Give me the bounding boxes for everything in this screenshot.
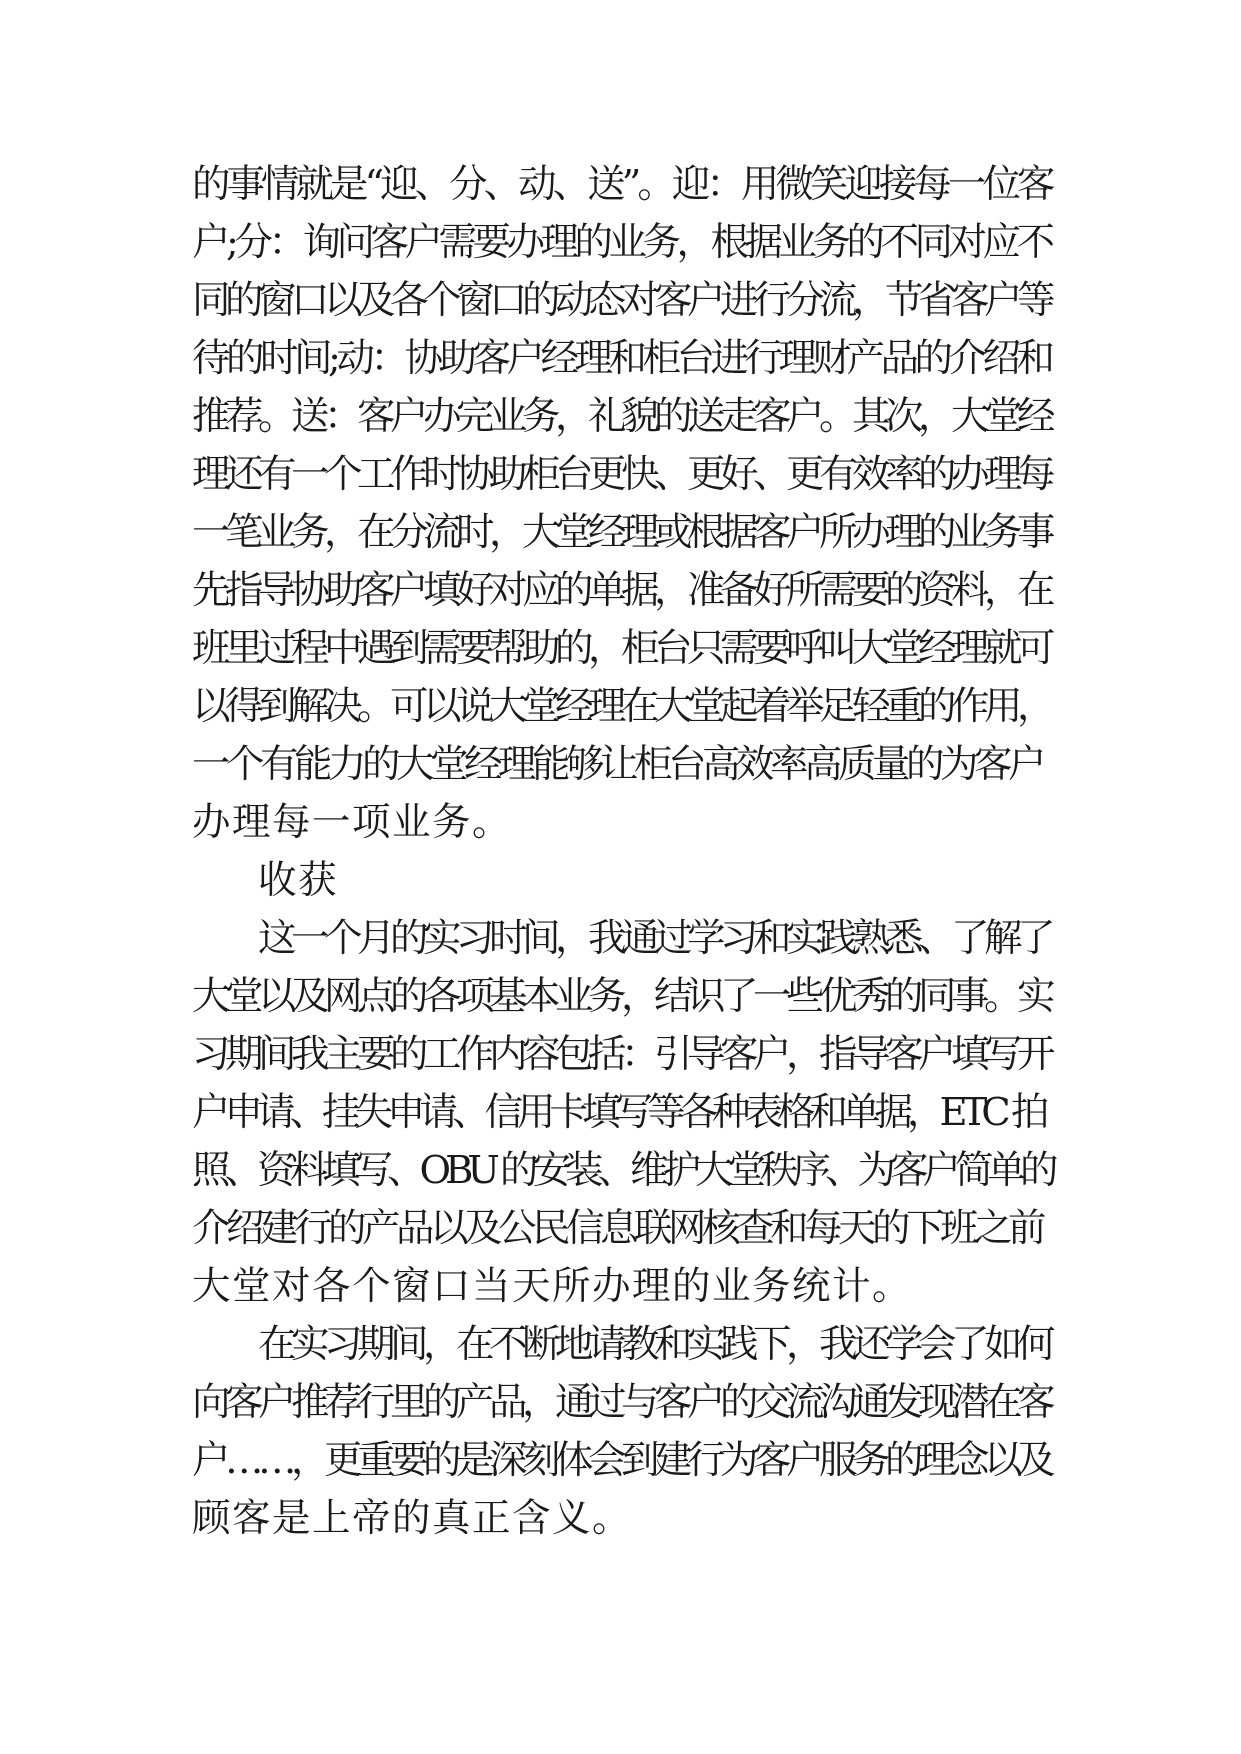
text-line: 在实习期间，在不断地请教和实践下，我还学会了如何 xyxy=(258,1322,1051,1367)
text-line: 习期间我主要的工作内容包括：引导客户，指导客户填写开 xyxy=(192,1032,1051,1077)
text-line: 向客户推荐行里的产品，通过与客户的交流沟通发现潜在客 xyxy=(192,1380,1051,1425)
text-line: 户;分：询问客户需要办理的业务，根据业务的不同对应不 xyxy=(192,220,1051,265)
text-line: 同的窗口以及各个窗口的动态对客户进行分流，节省客户等 xyxy=(192,278,1051,323)
text-line: 班里过程中遇到需要帮助的，柜台只需要呼叫大堂经理就可 xyxy=(192,626,1051,671)
text-line: 户……，更重要的是深刻体会到建行为客户服务的理念以及 xyxy=(192,1438,1051,1483)
text-line: 待的时间;动：协助客户经理和柜台进行理财产品的介绍和 xyxy=(192,336,1051,381)
text-line: 办理每一项业务。 xyxy=(192,800,513,845)
text-line: 大堂对各个窗口当天所办理的业务统计。 xyxy=(192,1264,913,1309)
text-line: 户申请、挂失申请、信用卡填写等各种表格和单据，ETC 拍 xyxy=(192,1090,1044,1135)
text-line: 这一个月的实习时间，我通过学习和实践熟悉、了解了 xyxy=(258,916,1051,961)
text-line: 一笔业务，在分流时，大堂经理或根据客户所办理的业务事 xyxy=(192,510,1051,555)
text-line: 先指导协助客户填好对应的单据，准备好所需要的资料，在 xyxy=(192,568,1051,613)
section-heading: 收获 xyxy=(258,858,339,903)
text-line: 照、资料填写、OBU 的安装、维护大堂秩序、为客户简单的 xyxy=(192,1148,1053,1193)
text-line: 大堂以及网点的各项基本业务，结识了一些优秀的同事。实 xyxy=(192,974,1051,1019)
text-line: 一个有能力的大堂经理能够让柜台高效率高质量的为客户 xyxy=(192,742,1043,787)
text-line: 理还有一个工作时协助柜台更快、更好、更有效率的办理每 xyxy=(192,452,1051,497)
text-line: 介绍建行的产品以及公民信息联网核查和每天的下班之前 xyxy=(192,1206,1043,1251)
text-line: 的事情就是“迎、分、动、送”。迎：用微笑迎接每一位客 xyxy=(192,162,1052,207)
text-line: 顾客是上帝的真正含义。 xyxy=(192,1496,633,1541)
text-line: 推荐。送：客户办完业务，礼貌的送走客户。其次，大堂经 xyxy=(192,394,1051,439)
text-line: 以得到解决。可以说大堂经理在大堂起着举足轻重的作用， xyxy=(192,684,1051,729)
